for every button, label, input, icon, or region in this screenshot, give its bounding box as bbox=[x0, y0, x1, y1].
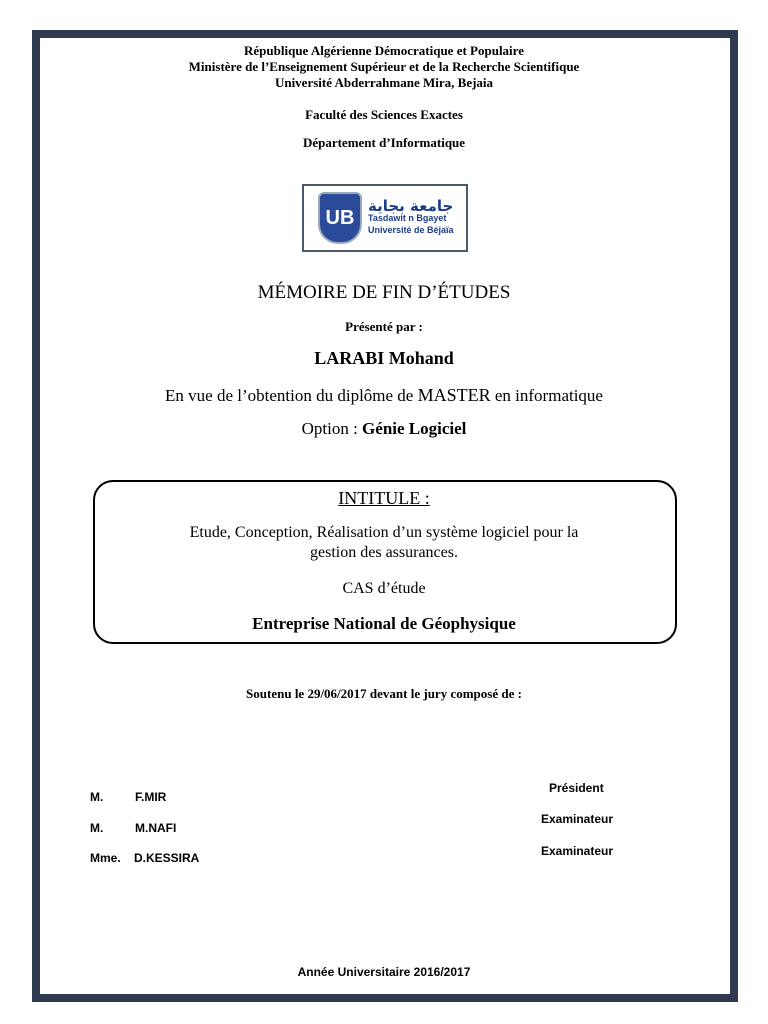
degree-prefix: En vue de l’obtention du diplôme de bbox=[165, 386, 414, 405]
ministry-line: Ministère de l’Enseignement Supérieur et de la Recherche Scientifique bbox=[188, 59, 580, 74]
defense-line: Soutenu le 29/06/2017 devant le jury composé de : bbox=[246, 686, 522, 701]
jury-title-1: M. bbox=[90, 790, 104, 804]
degree-level: MASTER bbox=[417, 385, 491, 405]
case-study-label: CAS d’étude bbox=[342, 580, 426, 597]
author-name: LARABI Mohand bbox=[314, 348, 454, 368]
jury-name-2: M.NAFI bbox=[135, 821, 177, 835]
university-logo bbox=[302, 184, 468, 252]
academic-year: Année Universitaire 2016/2017 bbox=[297, 965, 471, 979]
university-line: Université Abderrahmane Mira, Bejaia bbox=[274, 75, 494, 90]
thesis-subject: Etude, Conception, Réalisation d’un système logiciel pour la gestion des assurances. bbox=[189, 524, 579, 561]
jury-role-1: Président bbox=[549, 781, 604, 795]
republic-line: République Algérienne Démocratique et Populaire bbox=[244, 43, 524, 58]
intitule-heading: INTITULE : bbox=[338, 488, 430, 508]
degree-line bbox=[0, 385, 768, 406]
company-name: Entreprise National de Géophysique bbox=[252, 614, 516, 633]
department: Département d’Informatique bbox=[302, 135, 466, 150]
jury-role-2: Examinateur bbox=[541, 812, 614, 826]
university-emblem: UB bbox=[318, 192, 362, 244]
jury-title-3: Mme. bbox=[90, 851, 121, 865]
presented-by: Présenté par : bbox=[345, 319, 423, 334]
logo-arabic: جامعة بجاية bbox=[368, 197, 454, 215]
option-value: Génie Logiciel bbox=[362, 419, 467, 438]
jury-name-1: F.MIR bbox=[135, 790, 167, 804]
jury-title-2: M. bbox=[90, 821, 104, 835]
option-line bbox=[0, 419, 768, 439]
logo-line2: Université de Béjaïa bbox=[368, 225, 454, 235]
option-label: Option : bbox=[301, 419, 358, 438]
institution-header bbox=[0, 43, 768, 91]
jury-name-3: D.KESSIRA bbox=[134, 851, 200, 865]
document-title: MÉMOIRE DE FIN D’ÉTUDES bbox=[257, 282, 511, 303]
faculty: Faculté des Sciences Exactes bbox=[305, 107, 463, 122]
degree-suffix: en informatique bbox=[494, 386, 603, 405]
logo-line1: Tasdawit n Bgayet bbox=[368, 213, 447, 223]
jury-role-3: Examinateur bbox=[541, 844, 614, 858]
